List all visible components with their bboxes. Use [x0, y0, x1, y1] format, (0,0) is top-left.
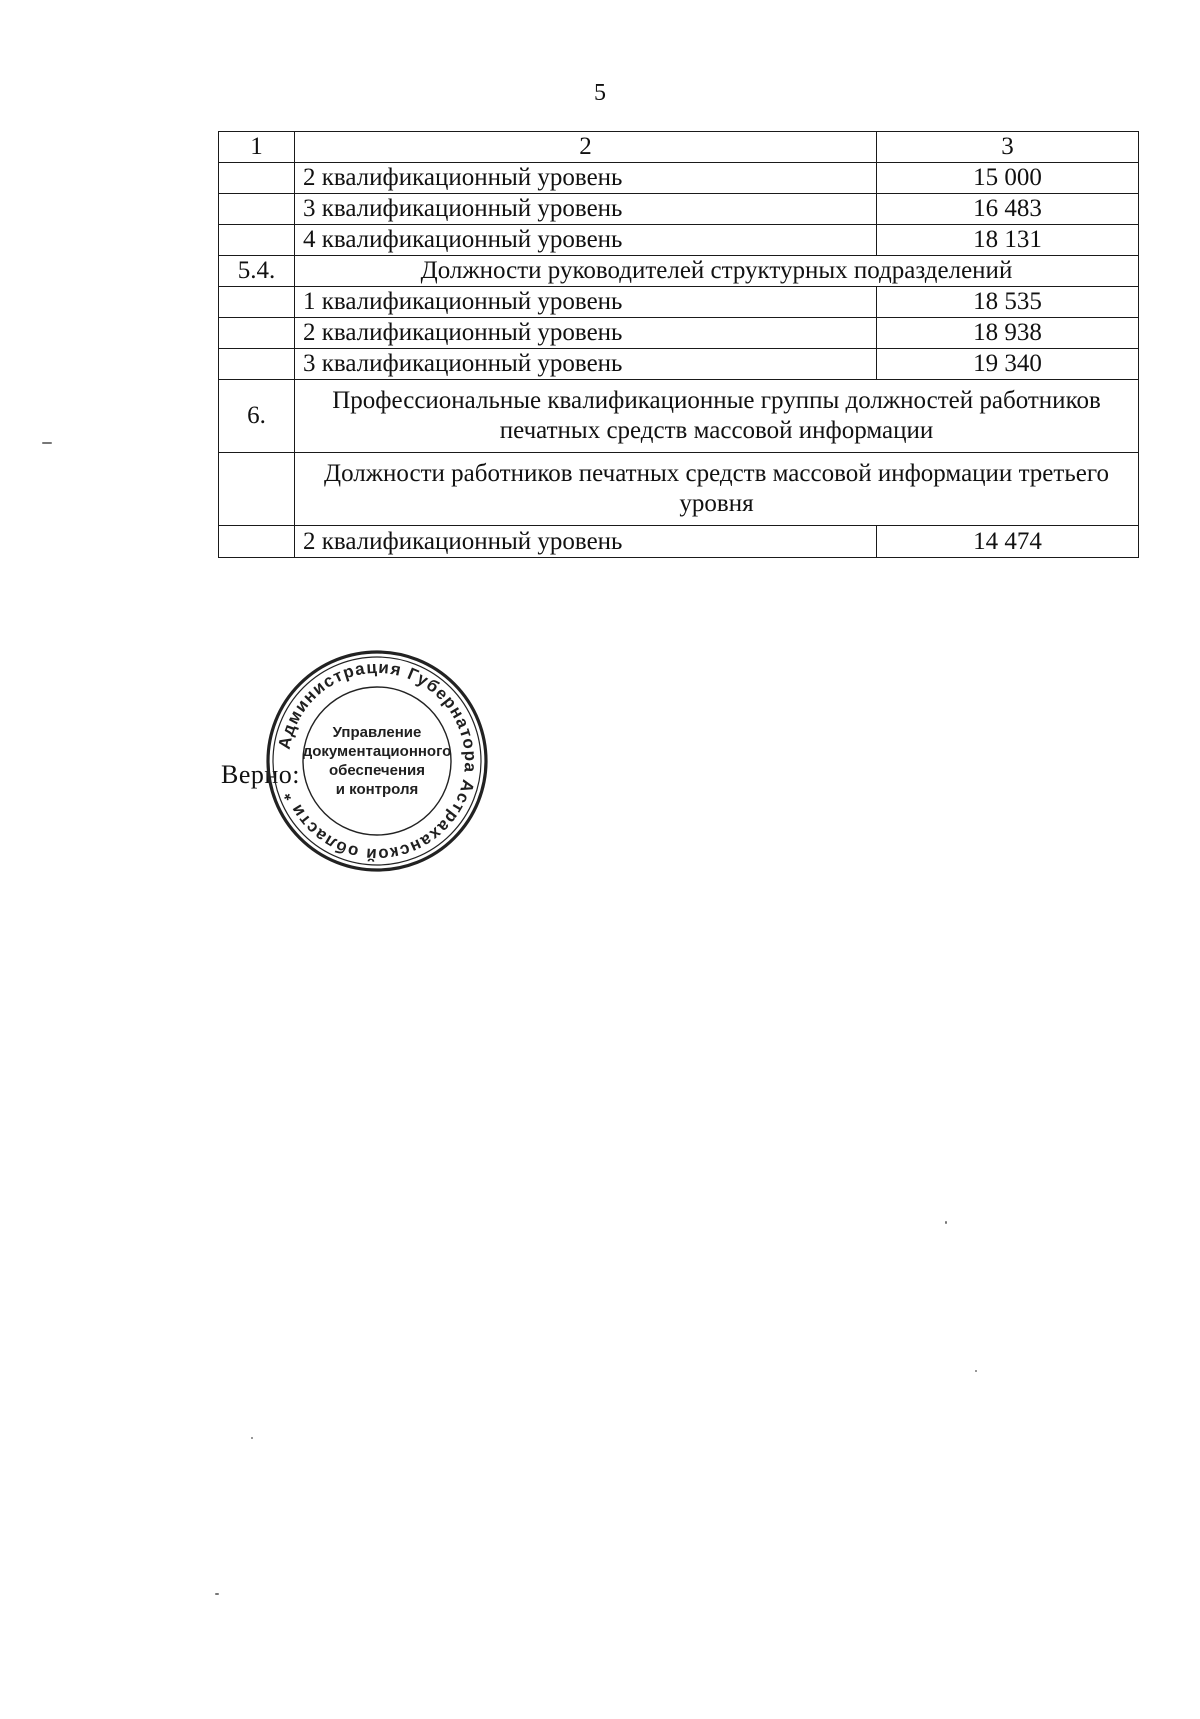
row-number [219, 225, 295, 256]
row-value: 16 483 [877, 194, 1139, 225]
table-row [219, 349, 1139, 380]
row-name: 2 квалификационный уровень [295, 318, 877, 349]
table-row [219, 526, 1139, 558]
stamp-outer-text: Администрация Губернатора Астраханской области * [274, 657, 481, 865]
row-number [219, 526, 295, 558]
header-col-1: 1 [219, 132, 295, 163]
row-number [219, 163, 295, 194]
row-value: 19 340 [877, 349, 1139, 380]
subsection-title: Должности работников печатных средств массовой информации третьего уровня [295, 453, 1139, 526]
section-title: Профессиональные квалификационные группы должностей работников печатных средств массовой информации [295, 380, 1139, 453]
table-header-row [219, 132, 1139, 163]
subsection-row [219, 453, 1139, 526]
row-name: 2 квалификационный уровень [295, 163, 877, 194]
row-value: 18 938 [877, 318, 1139, 349]
stamp-inner-text [264, 648, 490, 874]
table-row [219, 318, 1139, 349]
scan-artifact [975, 1370, 977, 1372]
row-value: 15 000 [877, 163, 1139, 194]
salary-table [218, 131, 1139, 558]
row-number [219, 349, 295, 380]
section-number [219, 453, 295, 526]
stamp-line: и контроля [335, 781, 419, 798]
row-value: 18 535 [877, 287, 1139, 318]
section-row [219, 380, 1139, 453]
section-title: Должности руководителей структурных подразделений [295, 256, 1139, 287]
page-number: 5 [594, 80, 606, 106]
scan-artifact [215, 1593, 219, 1595]
row-number [219, 194, 295, 225]
row-number [219, 287, 295, 318]
section-number: 5.4. [219, 256, 295, 287]
section-number: 6. [219, 380, 295, 453]
section-row [219, 256, 1139, 287]
stamp-line: обеспечения [328, 762, 426, 779]
official-stamp [264, 648, 490, 874]
table-row [219, 194, 1139, 225]
table-row [219, 225, 1139, 256]
row-number [219, 318, 295, 349]
stamp-line: документационного [302, 743, 452, 760]
scan-artifact [945, 1221, 947, 1224]
row-value: 14 474 [877, 526, 1139, 558]
table-row [219, 163, 1139, 194]
row-value: 18 131 [877, 225, 1139, 256]
row-name: 3 квалификационный уровень [295, 349, 877, 380]
header-col-2: 2 [295, 132, 877, 163]
scan-artifact [42, 442, 52, 444]
verno-label: Верно: [221, 760, 301, 789]
row-name: 3 квалификационный уровень [295, 194, 877, 225]
table-row [219, 287, 1139, 318]
header-col-3: 3 [877, 132, 1139, 163]
row-name: 4 квалификационный уровень [295, 225, 877, 256]
scan-artifact [251, 1437, 253, 1439]
stamp-line: Управление [332, 724, 422, 741]
row-name: 2 квалификационный уровень [295, 526, 877, 558]
row-name: 1 квалификационный уровень [295, 287, 877, 318]
